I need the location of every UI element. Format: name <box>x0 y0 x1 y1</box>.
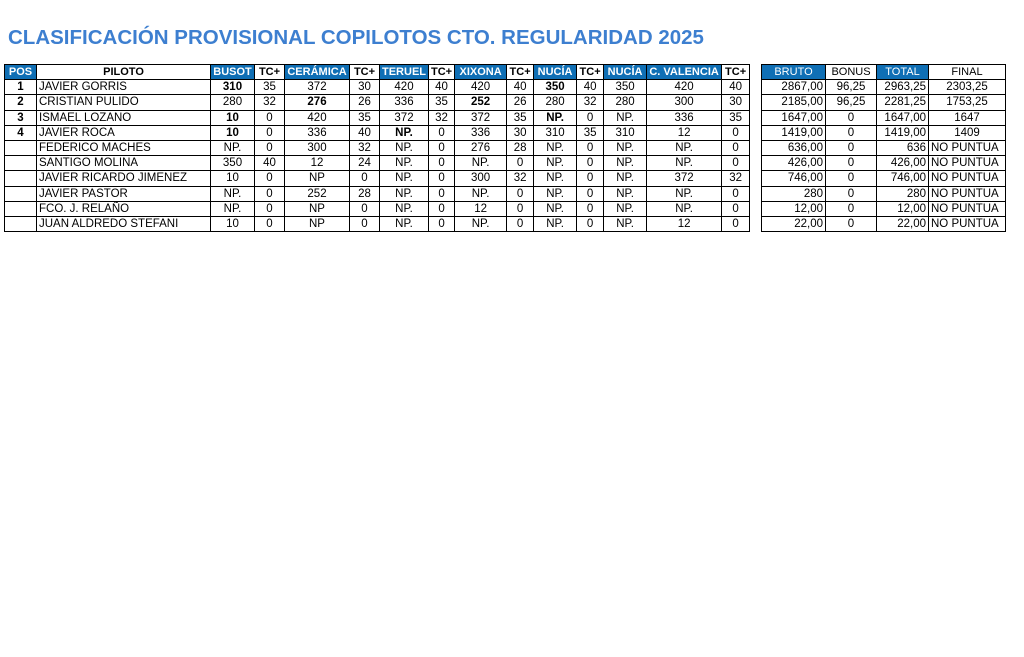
nucia-1-cell: 310 <box>534 125 577 140</box>
tc-nucia-cell: 35 <box>577 125 604 140</box>
tc-ceramica-cell: 35 <box>350 110 380 125</box>
piloto-cell: JAVIER PASTOR <box>37 186 211 201</box>
c-valencia-cell: 12 <box>647 216 722 231</box>
pos-cell <box>5 201 37 216</box>
tc-teruel-cell: 32 <box>429 110 455 125</box>
total-cell: 12,00 <box>877 201 929 216</box>
tc-xixona-cell: 40 <box>507 80 534 95</box>
nucia-2-cell: NP. <box>604 156 647 171</box>
header-tc-xixona: TC+ <box>507 65 534 80</box>
tc-ceramica-cell: 28 <box>350 186 380 201</box>
total-cell: 2281,25 <box>877 95 929 110</box>
busot-cell: NP. <box>211 186 255 201</box>
busot-cell: NP. <box>211 201 255 216</box>
tc-busot-cell: 32 <box>255 95 285 110</box>
bruto-cell: 12,00 <box>762 201 826 216</box>
c-valencia-cell: NP. <box>647 156 722 171</box>
piloto-cell: JAVIER ROCA <box>37 125 211 140</box>
xixona-cell: 252 <box>455 95 507 110</box>
xixona-cell: NP. <box>455 156 507 171</box>
pos-cell: 1 <box>5 80 37 95</box>
tc-busot-cell: 0 <box>255 216 285 231</box>
bruto-cell: 2867,00 <box>762 80 826 95</box>
ceramica-cell: NP <box>285 216 350 231</box>
piloto-cell: ISMAEL LOZANO <box>37 110 211 125</box>
teruel-cell: NP. <box>380 140 429 155</box>
c-valencia-cell: NP. <box>647 140 722 155</box>
summary-row <box>762 156 1006 171</box>
tc-nucia-cell: 0 <box>577 156 604 171</box>
bonus-cell: 0 <box>826 156 877 171</box>
tc-valencia-cell: 0 <box>722 156 750 171</box>
nucia-2-cell: 350 <box>604 80 647 95</box>
tc-xixona-cell: 30 <box>507 125 534 140</box>
busot-cell: NP. <box>211 140 255 155</box>
total-cell: 1647,00 <box>877 110 929 125</box>
piloto-cell: JAVIER GORRIS <box>37 80 211 95</box>
total-cell: 22,00 <box>877 216 929 231</box>
page-title: CLASIFICACIÓN PROVISIONAL COPILOTOS CTO. REGULARIDAD 2025 <box>8 26 704 49</box>
final-cell: NO PUNTUA <box>929 216 1006 231</box>
bruto-cell: 746,00 <box>762 171 826 186</box>
summary-row <box>762 80 1006 95</box>
bruto-cell: 1419,00 <box>762 125 826 140</box>
table-row <box>5 95 750 110</box>
header-tc-busot: TC+ <box>255 65 285 80</box>
teruel-cell: NP. <box>380 216 429 231</box>
tc-ceramica-cell: 0 <box>350 201 380 216</box>
piloto-cell: SANTIGO MOLINA <box>37 156 211 171</box>
teruel-cell: NP. <box>380 186 429 201</box>
nucia-2-cell: NP. <box>604 171 647 186</box>
ceramica-cell: 336 <box>285 125 350 140</box>
ceramica-cell: NP <box>285 171 350 186</box>
tc-xixona-cell: 35 <box>507 110 534 125</box>
tc-ceramica-cell: 26 <box>350 95 380 110</box>
piloto-cell: JUAN ALDREDO STEFANI <box>37 216 211 231</box>
tc-nucia-cell: 0 <box>577 216 604 231</box>
nucia-2-cell: NP. <box>604 201 647 216</box>
tc-nucia-cell: 0 <box>577 171 604 186</box>
xixona-cell: 336 <box>455 125 507 140</box>
header-pos: POS <box>5 65 37 80</box>
pos-cell <box>5 171 37 186</box>
bonus-cell: 0 <box>826 110 877 125</box>
busot-cell: 10 <box>211 110 255 125</box>
tc-teruel-cell: 40 <box>429 80 455 95</box>
bonus-cell: 0 <box>826 171 877 186</box>
tc-teruel-cell: 0 <box>429 140 455 155</box>
total-cell: 280 <box>877 186 929 201</box>
c-valencia-cell: 336 <box>647 110 722 125</box>
tc-busot-cell: 0 <box>255 110 285 125</box>
header-c-valencia: C. VALENCIA <box>647 65 722 80</box>
tc-ceramica-cell: 0 <box>350 171 380 186</box>
tc-teruel-cell: 0 <box>429 186 455 201</box>
teruel-cell: 336 <box>380 95 429 110</box>
total-cell: 426,00 <box>877 156 929 171</box>
tc-xixona-cell: 32 <box>507 171 534 186</box>
header-tc-nucia: TC+ <box>577 65 604 80</box>
ceramica-cell: NP <box>285 201 350 216</box>
nucia-2-cell: 310 <box>604 125 647 140</box>
piloto-cell: FCO. J. RELAÑO <box>37 201 211 216</box>
ceramica-cell: 420 <box>285 110 350 125</box>
tc-valencia-cell: 0 <box>722 140 750 155</box>
tc-teruel-cell: 0 <box>429 201 455 216</box>
tc-busot-cell: 0 <box>255 171 285 186</box>
bruto-cell: 280 <box>762 186 826 201</box>
tc-valencia-cell: 30 <box>722 95 750 110</box>
c-valencia-cell: NP. <box>647 201 722 216</box>
summary-row <box>762 201 1006 216</box>
c-valencia-cell: 300 <box>647 95 722 110</box>
header-bonus: BONUS <box>826 65 877 80</box>
tc-busot-cell: 0 <box>255 125 285 140</box>
nucia-1-cell: NP. <box>534 216 577 231</box>
header-total: TOTAL <box>877 65 929 80</box>
tc-valencia-cell: 35 <box>722 110 750 125</box>
tc-teruel-cell: 35 <box>429 95 455 110</box>
nucia-1-cell: NP. <box>534 186 577 201</box>
xixona-cell: 300 <box>455 171 507 186</box>
teruel-cell: NP. <box>380 156 429 171</box>
table-row <box>5 156 750 171</box>
xixona-cell: 372 <box>455 110 507 125</box>
summary-header-row <box>762 65 1006 80</box>
teruel-cell: 420 <box>380 80 429 95</box>
tc-nucia-cell: 40 <box>577 80 604 95</box>
piloto-cell: FEDERICO MACHES <box>37 140 211 155</box>
pos-cell: 2 <box>5 95 37 110</box>
tc-xixona-cell: 28 <box>507 140 534 155</box>
tc-ceramica-cell: 40 <box>350 125 380 140</box>
nucia-2-cell: NP. <box>604 216 647 231</box>
busot-cell: 350 <box>211 156 255 171</box>
summary-row <box>762 140 1006 155</box>
tc-nucia-cell: 0 <box>577 186 604 201</box>
bonus-cell: 96,25 <box>826 95 877 110</box>
nucia-2-cell: NP. <box>604 140 647 155</box>
table-row <box>5 201 750 216</box>
xixona-cell: 12 <box>455 201 507 216</box>
table-row <box>5 186 750 201</box>
table-row <box>5 125 750 140</box>
header-xixona: XIXONA <box>455 65 507 80</box>
tc-ceramica-cell: 32 <box>350 140 380 155</box>
tc-nucia-cell: 0 <box>577 201 604 216</box>
tc-ceramica-cell: 24 <box>350 156 380 171</box>
header-final: FINAL <box>929 65 1006 80</box>
nucia-1-cell: NP. <box>534 201 577 216</box>
busot-cell: 310 <box>211 80 255 95</box>
header-busot: BUSOT <box>211 65 255 80</box>
bonus-cell: 0 <box>826 216 877 231</box>
tc-xixona-cell: 0 <box>507 201 534 216</box>
tc-xixona-cell: 0 <box>507 156 534 171</box>
tc-xixona-cell: 0 <box>507 186 534 201</box>
final-cell: 1409 <box>929 125 1006 140</box>
ceramica-cell: 300 <box>285 140 350 155</box>
header-nucia-1: NUCÍA <box>534 65 577 80</box>
xixona-cell: 276 <box>455 140 507 155</box>
c-valencia-cell: NP. <box>647 186 722 201</box>
final-cell: NO PUNTUA <box>929 201 1006 216</box>
tc-valencia-cell: 40 <box>722 80 750 95</box>
tc-valencia-cell: 0 <box>722 216 750 231</box>
summary-row <box>762 95 1006 110</box>
teruel-cell: 372 <box>380 110 429 125</box>
nucia-1-cell: NP. <box>534 140 577 155</box>
tc-teruel-cell: 0 <box>429 156 455 171</box>
ceramica-cell: 252 <box>285 186 350 201</box>
teruel-cell: NP. <box>380 201 429 216</box>
pos-cell <box>5 216 37 231</box>
header-tc-teruel: TC+ <box>429 65 455 80</box>
table-row <box>5 80 750 95</box>
bonus-cell: 0 <box>826 140 877 155</box>
final-cell: NO PUNTUA <box>929 156 1006 171</box>
pos-cell <box>5 156 37 171</box>
final-cell: 1753,25 <box>929 95 1006 110</box>
c-valencia-cell: 372 <box>647 171 722 186</box>
tc-busot-cell: 35 <box>255 80 285 95</box>
tc-busot-cell: 0 <box>255 186 285 201</box>
busot-cell: 10 <box>211 125 255 140</box>
nucia-2-cell: NP. <box>604 110 647 125</box>
nucia-1-cell: NP. <box>534 110 577 125</box>
summary-row <box>762 216 1006 231</box>
tc-xixona-cell: 0 <box>507 216 534 231</box>
tc-nucia-cell: 0 <box>577 110 604 125</box>
teruel-cell: NP. <box>380 171 429 186</box>
bruto-cell: 426,00 <box>762 156 826 171</box>
busot-cell: 10 <box>211 171 255 186</box>
tc-busot-cell: 0 <box>255 201 285 216</box>
total-cell: 636 <box>877 140 929 155</box>
table-row <box>5 216 750 231</box>
total-cell: 2963,25 <box>877 80 929 95</box>
c-valencia-cell: 12 <box>647 125 722 140</box>
table-row <box>5 171 750 186</box>
tc-valencia-cell: 0 <box>722 125 750 140</box>
summary-row <box>762 186 1006 201</box>
tc-teruel-cell: 0 <box>429 216 455 231</box>
tc-valencia-cell: 0 <box>722 201 750 216</box>
nucia-1-cell: NP. <box>534 171 577 186</box>
total-cell: 1419,00 <box>877 125 929 140</box>
ceramica-cell: 276 <box>285 95 350 110</box>
summary-row <box>762 110 1006 125</box>
bruto-cell: 22,00 <box>762 216 826 231</box>
summary-row <box>762 171 1006 186</box>
table-row <box>5 110 750 125</box>
xixona-cell: NP. <box>455 186 507 201</box>
tc-xixona-cell: 26 <box>507 95 534 110</box>
busot-cell: 280 <box>211 95 255 110</box>
tc-ceramica-cell: 0 <box>350 216 380 231</box>
summary-table <box>761 64 1006 232</box>
bruto-cell: 2185,00 <box>762 95 826 110</box>
nucia-1-cell: 350 <box>534 80 577 95</box>
pos-cell: 4 <box>5 125 37 140</box>
piloto-cell: JAVIER RICARDO JIMENEZ <box>37 171 211 186</box>
nucia-1-cell: 280 <box>534 95 577 110</box>
tc-nucia-cell: 0 <box>577 140 604 155</box>
final-cell: 1647 <box>929 110 1006 125</box>
ceramica-cell: 12 <box>285 156 350 171</box>
header-piloto: PILOTO <box>37 65 211 80</box>
bonus-cell: 0 <box>826 125 877 140</box>
tc-valencia-cell: 32 <box>722 171 750 186</box>
ceramica-cell: 372 <box>285 80 350 95</box>
tc-nucia-cell: 32 <box>577 95 604 110</box>
final-cell: 2303,25 <box>929 80 1006 95</box>
teruel-cell: NP. <box>380 125 429 140</box>
piloto-cell: CRISTIAN PULIDO <box>37 95 211 110</box>
bruto-cell: 1647,00 <box>762 110 826 125</box>
tc-teruel-cell: 0 <box>429 125 455 140</box>
header-nucia-2: NUCÍA <box>604 65 647 80</box>
final-cell: NO PUNTUA <box>929 186 1006 201</box>
pos-cell: 3 <box>5 110 37 125</box>
nucia-2-cell: NP. <box>604 186 647 201</box>
total-cell: 746,00 <box>877 171 929 186</box>
tc-ceramica-cell: 30 <box>350 80 380 95</box>
final-cell: NO PUNTUA <box>929 140 1006 155</box>
tc-valencia-cell: 0 <box>722 186 750 201</box>
header-tc-valencia: TC+ <box>722 65 750 80</box>
pos-cell <box>5 140 37 155</box>
final-cell: NO PUNTUA <box>929 171 1006 186</box>
bonus-cell: 0 <box>826 201 877 216</box>
tc-busot-cell: 40 <box>255 156 285 171</box>
bruto-cell: 636,00 <box>762 140 826 155</box>
c-valencia-cell: 420 <box>647 80 722 95</box>
header-tc-ceramica: TC+ <box>350 65 380 80</box>
xixona-cell: NP. <box>455 216 507 231</box>
nucia-2-cell: 280 <box>604 95 647 110</box>
busot-cell: 10 <box>211 216 255 231</box>
header-bruto: BRUTO <box>762 65 826 80</box>
table-row <box>5 140 750 155</box>
bonus-cell: 96,25 <box>826 80 877 95</box>
xixona-cell: 420 <box>455 80 507 95</box>
pos-cell <box>5 186 37 201</box>
tc-teruel-cell: 0 <box>429 171 455 186</box>
header-ceramica: CERÁMICA <box>285 65 350 80</box>
classification-table <box>4 64 750 232</box>
header-teruel: TERUEL <box>380 65 429 80</box>
tc-busot-cell: 0 <box>255 140 285 155</box>
bonus-cell: 0 <box>826 186 877 201</box>
nucia-1-cell: NP. <box>534 156 577 171</box>
summary-row <box>762 125 1006 140</box>
table-header-row <box>5 65 750 80</box>
